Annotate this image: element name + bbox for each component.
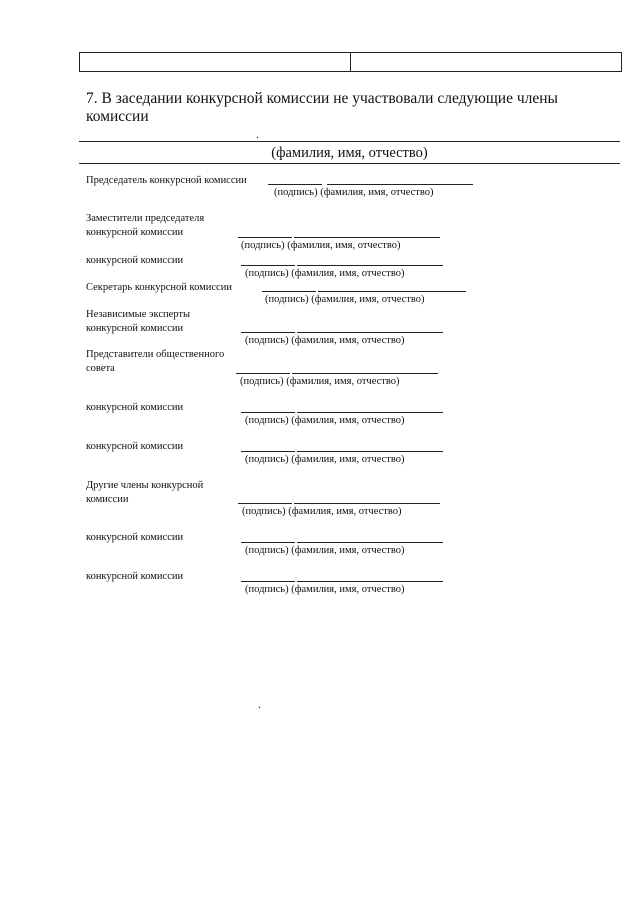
table-cell-divider <box>350 53 351 71</box>
signature-line[interactable] <box>268 184 322 185</box>
row-label-secretary: Секретарь конкурсной комиссии <box>86 282 232 293</box>
signature-caption: (подпись) (фамилия, имя, отчество) <box>245 335 405 346</box>
signature-line[interactable] <box>241 332 295 333</box>
full-name-line[interactable] <box>297 265 443 266</box>
full-name-line[interactable] <box>297 451 443 452</box>
signature-caption: (подпись) (фамилия, имя, отчество) <box>245 584 405 595</box>
section-heading: 7. В заседании конкурсной комиссии не участвовали следующие члены комиссии <box>86 90 558 125</box>
name-line-lower <box>79 163 620 164</box>
signature-caption: (подпись) (фамилия, имя, отчество) <box>245 415 405 426</box>
full-name-line[interactable] <box>318 291 466 292</box>
signature-line[interactable] <box>241 581 295 582</box>
signature-caption: (подпись) (фамилия, имя, отчество) <box>240 376 400 387</box>
signature-line[interactable] <box>238 237 292 238</box>
row-label-commission: конкурсной комиссии <box>86 532 184 543</box>
signature-line[interactable] <box>238 503 292 504</box>
row-label-commission: конкурсной комиссии <box>86 441 184 452</box>
signature-line[interactable] <box>236 373 290 374</box>
stray-dot: . <box>258 697 261 711</box>
stray-dot: . <box>256 127 259 141</box>
name-caption: (фамилия, имя, отчество) <box>271 145 428 161</box>
row-label-experts: Независимые эксперты конкурсной комиссии <box>86 309 191 334</box>
signature-caption: (подпись) (фамилия, имя, отчество) <box>245 545 405 556</box>
row-label-deputies: Заместители председателя конкурсной комиссии <box>86 213 205 238</box>
signature-line[interactable] <box>241 451 295 452</box>
top-table-row <box>79 52 622 72</box>
full-name-line[interactable] <box>327 184 473 185</box>
signature-caption: (подпись) (фамилия, имя, отчество) <box>245 454 405 465</box>
signature-line[interactable] <box>241 412 295 413</box>
row-label-other-members: Другие члены конкурсной комиссии <box>86 480 204 505</box>
signature-caption: (подпись) (фамилия, имя, отчество) <box>245 268 405 279</box>
full-name-line[interactable] <box>294 237 440 238</box>
full-name-line[interactable] <box>292 373 438 374</box>
full-name-line[interactable] <box>297 412 443 413</box>
signature-caption: (подпись) (фамилия, имя, отчество) <box>241 240 401 251</box>
row-label-commission: конкурсной комиссии <box>86 255 184 266</box>
full-name-line[interactable] <box>297 581 443 582</box>
signature-line[interactable] <box>241 542 295 543</box>
signature-caption: (подпись) (фамилия, имя, отчество) <box>265 294 425 305</box>
row-label-public-council: Представители общественного совета <box>86 349 225 374</box>
row-label-commission: конкурсной комиссии <box>86 402 184 413</box>
full-name-line[interactable] <box>294 503 440 504</box>
full-name-line[interactable] <box>297 332 443 333</box>
row-label-chairman: Председатель конкурсной комиссии <box>86 175 247 186</box>
signature-line[interactable] <box>262 291 316 292</box>
name-line-upper <box>79 141 620 142</box>
full-name-line[interactable] <box>297 542 443 543</box>
signature-caption: (подпись) (фамилия, имя, отчество) <box>274 187 434 198</box>
signature-caption: (подпись) (фамилия, имя, отчество) <box>242 506 402 517</box>
signature-line[interactable] <box>241 265 295 266</box>
row-label-commission: конкурсной комиссии <box>86 571 184 582</box>
